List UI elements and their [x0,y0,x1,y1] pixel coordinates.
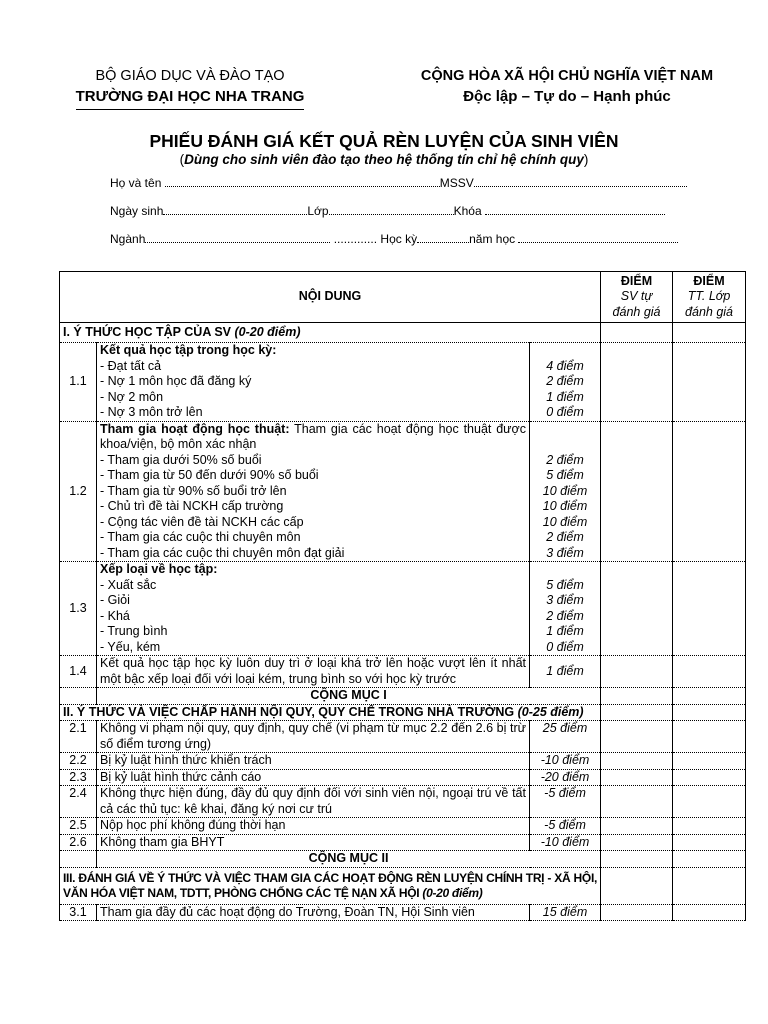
row-content [97,343,530,422]
col-self-score-header [601,272,673,323]
major-field-dots: ............. [333,232,378,246]
class-score-cell[interactable] [673,421,746,562]
national-motto-block [392,66,742,108]
form-subtitle [0,152,768,167]
row-item: - Nợ 1 môn học đã đăng ký [100,374,252,388]
points-value: 2 điểm [546,452,584,467]
points-value: 10 điểm [542,499,588,513]
row-content: Kết quả học tập học kỳ luôn duy trì ở loại khá trở lên hoặc vượt lên ít nhất một bậc xếp loại đối với loại kém, trung bình so với học kỳ trước [97,656,530,688]
self-score-cell[interactable] [601,688,673,705]
class-score-cell[interactable] [673,343,746,422]
year-field[interactable] [518,232,678,243]
section-3-title [60,867,601,904]
row-item: - Chủ trì đề tài NCKH cấp trường [100,499,284,513]
row-content: Bị kỷ luật hình thức cảnh cáo [97,769,530,786]
self-score-cell[interactable] [601,421,673,562]
class-score-cell[interactable] [673,323,746,343]
row-number: 2.6 [60,834,97,851]
table-row [60,834,746,851]
row-number: 2.4 [60,786,97,818]
country-name: CỘNG HÒA XÃ HỘI CHỦ NGHĨA VIỆT NAM [420,68,714,84]
student-id-field[interactable] [474,176,687,187]
national-motto: Độc lập – Tự do – Hạnh phúc [463,88,671,105]
table-row [60,769,746,786]
row-content: Bị kỷ luật hình thức khiển trách [97,753,530,770]
self-score-cell[interactable] [601,851,673,868]
section-3-range: (0-20 điểm) [422,886,483,900]
self-score-cell[interactable] [601,656,673,688]
row-points: 25 điểm [530,721,601,753]
points-value: 5 điểm [546,577,584,592]
row-item: - Tham gia các cuộc thi chuyên môn [100,530,301,544]
dob-label: Ngày sinh [110,204,164,218]
row-item: - Yếu, kém [100,639,161,654]
dob-field[interactable] [163,204,307,215]
row-item: - Khá [100,608,130,623]
row-content: Tham gia đầy đủ các hoạt động do Trường, Đoàn TN, Hội Sinh viên [97,904,530,921]
major-field[interactable] [145,232,330,243]
row-item: - Tham gia từ 50 đến dưới 90% số buổi [100,468,319,482]
class-score-cell[interactable] [673,656,746,688]
year-label: năm học [469,232,516,246]
section-1-title [60,323,601,343]
row-points: -10 điểm [530,753,601,770]
row-item: - Nợ 3 môn trở lên [100,405,203,419]
self-score-cell[interactable] [601,343,673,422]
points-value: 2 điểm [546,608,584,623]
row-points: 15 điểm [530,904,601,921]
class-score-cell[interactable] [673,704,746,721]
table-row [60,786,746,818]
row-points: -20 điểm [530,769,601,786]
row-number: 3.1 [60,904,97,921]
row-points: -5 điểm [530,818,601,835]
form-title: PHIẾU ĐÁNH GIÁ KẾT QUẢ RÈN LUYỆN CỦA SINH VIÊN [149,131,619,151]
info-row-1 [110,176,687,190]
table-row [60,904,746,921]
course-label: Khóa [453,204,482,218]
section-header-row [60,704,746,721]
class-score-cell[interactable] [673,721,746,753]
class-label: Lớp [307,204,329,218]
semester-field[interactable] [417,232,469,243]
table-row [60,562,746,656]
row-points: -5 điểm [530,786,601,818]
subtitle-open-paren: ( [179,152,185,167]
self-score-cell[interactable] [601,704,673,721]
ministry-name: BỘ GIÁO DỤC VÀ ĐÀO TẠO [95,68,285,84]
row-content [97,562,530,656]
subtitle-text: Dùng cho sinh viên đào tạo theo hệ thống tín chỉ hệ chính quy [184,152,584,167]
row-number: 1.3 [60,562,97,656]
self-score-cell[interactable] [601,786,673,818]
row-content: Không thực hiện đúng, đầy đủ quy định đối với sinh viên nội, ngoại trú về tất cả các thủ tục: kê khai, đăng ký nơi cư trú [97,786,530,818]
points-value: 1 điểm [546,389,584,404]
row-content [97,421,530,562]
table-row [60,721,746,753]
row-heading: Kết quả học tập trong học kỳ: [100,343,277,357]
row-number: 2.3 [60,769,97,786]
class-score-cell[interactable] [673,834,746,851]
points-value: 0 điểm [546,405,584,419]
row-item: - Xuất sắc [100,577,157,592]
section-header-row [60,323,746,343]
row-item: - Tham gia dưới 50% số buổi [100,452,262,467]
student-id-label: MSSV [439,176,474,190]
row-number: 1.2 [60,421,97,562]
points-value: 2 điểm [546,374,584,388]
total-row [60,688,746,705]
document-header [0,66,768,114]
major-label: Ngành [110,232,146,246]
evaluation-table [59,271,746,921]
row-heading: Tham gia hoạt động học thuật: [100,421,290,436]
col-class-score-header [673,272,746,323]
row-points [530,562,601,656]
section-2-title-text: II. Ý THỨC VÀ VIỆC CHẤP HÀNH NỘI QUY, QUY CHẾ TRONG NHÀ TRƯỜNG [63,704,518,719]
section-1-range: (0-20 điểm) [234,324,301,339]
row-heading: Xếp loại về học tập: [100,562,218,576]
points-value: 10 điểm [542,483,588,498]
class-field[interactable] [329,204,454,215]
col-self-title: ĐIỂM [620,273,653,288]
row-item: - Giỏi [100,593,130,607]
row-item: - Trung bình [100,624,168,638]
points-value: 2 điểm [546,530,584,544]
row-points: 1 điểm [530,656,601,688]
total-row [60,851,746,868]
row-content: Nộp học phí không đúng thời hạn [97,818,530,835]
points-value: 3 điểm [546,545,584,560]
points-value: 10 điểm [542,514,588,529]
info-row-2 [110,204,665,218]
class-score-cell[interactable] [673,818,746,835]
class-score-cell[interactable] [673,688,746,705]
subtitle-close-paren: ) [583,152,589,167]
total-label: CỘNG MỤC I [97,688,601,705]
row-item: - Nợ 2 môn [100,389,164,404]
self-score-cell[interactable] [601,753,673,770]
row-points [530,421,601,562]
points-value: 5 điểm [546,468,584,482]
row-number: 2.5 [60,818,97,835]
self-score-cell[interactable] [601,769,673,786]
class-score-cell[interactable] [673,867,746,904]
points-value: 1 điểm [546,624,584,638]
semester-label: Học kỳ [380,232,418,246]
row-number: 1.4 [60,656,97,688]
section-3-title-text: III. ĐÁNH GIÁ VỀ Ý THỨC VÀ VIỆC THAM GIA CÁC HOẠT ĐỘNG RÈN LUYỆN CHÍNH TRỊ - XÃ HỘI, VĂN HÓA VIỆT NAM, TDTT, PHÒNG CHỐNG CÁC TỆ NẠN XÃ HỘI [63,870,598,900]
total-label: CỘNG MỤC II [97,851,601,868]
row-item: - Tham gia các cuộc thi chuyên môn đạt giải [100,545,345,560]
name-field[interactable] [165,176,440,187]
row-heading-rest: Tham gia các hoạt động học thuật được khoa/viện, bộ môn xác nhận [100,421,526,451]
row-item: - Cộng tác viên đề tài NCKH các cấp [100,514,304,529]
class-score-cell[interactable] [673,851,746,868]
university-name: TRƯỜNG ĐẠI HỌC NHA TRANG [76,86,305,110]
row-item: - Đạt tất cả [100,358,162,373]
points-value: 3 điểm [546,593,584,607]
row-number: 2.1 [60,721,97,753]
table-row [60,421,746,562]
self-score-cell[interactable] [601,834,673,851]
row-points [530,343,601,422]
self-score-cell[interactable] [601,818,673,835]
self-score-cell[interactable] [601,562,673,656]
table-row [60,343,746,422]
class-score-cell[interactable] [673,786,746,818]
table-row [60,818,746,835]
row-points: -10 điểm [530,834,601,851]
points-value: 0 điểm [546,639,584,654]
class-score-cell[interactable] [673,904,746,921]
row-content: Không tham gia BHYT [97,834,530,851]
table-row [60,753,746,770]
name-label: Họ và tên [110,176,162,190]
section-header-row [60,867,746,904]
section-2-title [60,704,601,721]
row-item: - Tham gia từ 90% số buổi trở lên [100,483,287,498]
section-1-title-text: I. Ý THỨC HỌC TẬP CỦA SV [63,324,235,339]
col-class-sub2: đánh giá [685,304,734,319]
table-row [60,656,746,688]
points-value: 4 điểm [546,358,584,373]
row-content: Không vi phạm nội quy, quy định, quy chế (vi phạm từ mục 2.2 đến 2.6 bị trừ số điểm tương ứng) [97,721,530,753]
col-self-sub2: đánh giá [612,304,661,319]
row-number: 1.1 [60,343,97,422]
self-score-cell[interactable] [601,721,673,753]
col-content-label: NỘI DUNG [298,289,362,304]
self-score-cell[interactable] [601,323,673,343]
issuer-block [50,66,330,110]
class-score-cell[interactable] [673,753,746,770]
col-class-sub1: TT. Lớp [687,289,731,304]
section-2-range: (0-25 điểm) [517,704,584,719]
self-score-cell[interactable] [601,867,673,904]
table-header-row [60,272,746,323]
row-number: 2.2 [60,753,97,770]
info-row-3 [110,232,678,246]
class-score-cell[interactable] [673,562,746,656]
self-score-cell[interactable] [601,904,673,921]
class-score-cell[interactable] [673,769,746,786]
col-class-title: ĐIỂM [693,273,725,288]
col-content-header [60,272,601,323]
row-heading-block [100,422,526,453]
col-self-sub1: SV tự [620,289,653,304]
course-field[interactable] [485,204,665,215]
